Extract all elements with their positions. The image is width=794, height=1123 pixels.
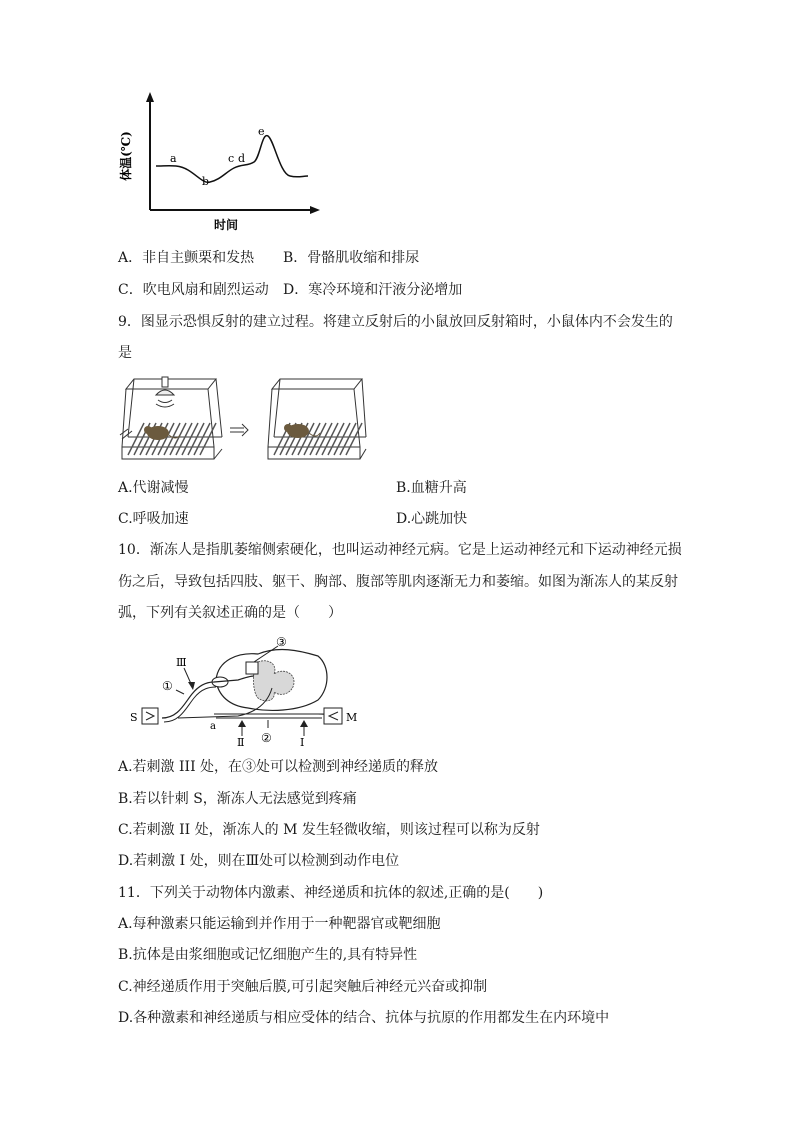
q10-option-d: D.若刺激 I 处，则在Ⅲ处可以检测到动作电位 — [118, 853, 400, 869]
point-label-c: c — [228, 152, 235, 165]
q9-option-d: D.心跳加快 — [396, 511, 468, 527]
grey-matter — [254, 661, 295, 701]
q9-option-c: C.呼吸加速 — [118, 511, 189, 527]
point-label-a: a — [170, 152, 177, 165]
reflex-arc-diagram — [118, 632, 368, 750]
bell-speaker-icon — [156, 377, 174, 407]
arrow-roman3-head — [188, 682, 195, 690]
q10-option-b: B.若以针刺 S，渐冻人无法感觉到疼痛 — [118, 791, 357, 807]
q9-option-a: A.代谢减慢 — [118, 480, 189, 496]
label1-leader — [176, 690, 184, 694]
y-axis-label: 体温(℃) — [119, 131, 133, 181]
q9-stem-line-1: 9．图显示恐惧反射的建立过程。将建立反射后的小鼠放回反射箱时，小鼠体内不会发生的 — [118, 314, 673, 330]
q9-option-b: B.血糖升高 — [396, 480, 467, 496]
q10-option-c: C.若刺激 II 处，渐冻人的 M 发生轻微收缩，则该过程可以称为反射 — [118, 822, 540, 838]
x-axis-label: 时间 — [213, 218, 239, 232]
fear-reflex-boxes-figure — [118, 375, 368, 467]
q10-stem-line-3: 弧，下列有关叙述正确的是（ ） — [118, 605, 342, 621]
synapse-box — [246, 662, 258, 674]
q11-option-d: D.各种激素和神经递质与相应受体的结合、抗体与抗原的作用都发生在内环境中 — [118, 1010, 610, 1026]
label-roman3: Ⅲ — [176, 656, 187, 669]
label-s: S — [130, 711, 138, 724]
reflex-box-with-bell — [122, 379, 222, 459]
sensory-neuron — [162, 676, 254, 718]
arrow-roman2-head — [238, 720, 246, 727]
point-label-e: e — [258, 125, 265, 138]
reflex-box-no-bell — [268, 379, 366, 459]
q8-option-c: C．吹电风扇和剧烈运动 — [118, 282, 269, 298]
grid-floor-bars-left — [128, 423, 216, 455]
transition-arrow-icon — [230, 424, 248, 436]
q11-stem: 11．下列关于动物体内激素、神经递质和抗体的叙述,正确的是( ) — [118, 885, 544, 901]
q11-option-c: C.神经递质作用于突触后膜,可引起突触后神经元兴奋或抑制 — [118, 979, 488, 995]
q8-option-d: D．寒冷环境和汗液分泌增加 — [283, 282, 463, 298]
y-axis-arrow — [146, 92, 154, 102]
x-axis-arrow — [310, 206, 320, 214]
q11-option-a: A.每种激素只能运输到并作用于一种靶器官或靶细胞 — [118, 916, 441, 932]
effector-m-box — [324, 708, 342, 724]
label-m: M — [346, 711, 358, 724]
point-label-b: b — [202, 175, 210, 188]
arrow-roman1-head — [300, 720, 308, 727]
q10-stem-line-2: 伤之后，导致包括四肢、躯干、胸部、腹部等肌肉逐渐无力和萎缩。如图为渐冻人的某反射 — [118, 574, 678, 590]
label-circle3: ③ — [276, 635, 287, 649]
label-roman2: Ⅱ — [237, 736, 245, 749]
label-roman1: Ⅰ — [300, 736, 305, 749]
q8-option-b: B．骨骼肌收缩和排尿 — [283, 250, 420, 266]
label-a: a — [210, 721, 216, 732]
q8-option-a: A．非自主颤栗和发热 — [118, 250, 255, 266]
q10-stem-line-1: 10．渐冻人是指肌萎缩侧索硬化，也叫运动神经元病。它是上运动神经元和下运动神经元损 — [118, 542, 682, 558]
label-circle2: ② — [261, 731, 272, 745]
label-circle1: ① — [162, 679, 173, 693]
q10-option-a: A.若刺激 III 处，在③处可以检测到神经递质的释放 — [118, 759, 439, 775]
q11-option-b: B.抗体是由浆细胞或记忆细胞产生的,具有特异性 — [118, 947, 418, 963]
body-temperature-graph — [110, 88, 340, 238]
receptor-s-box — [142, 708, 158, 724]
point-label-d: d — [238, 152, 246, 165]
q9-stem-line-2: 是 — [118, 345, 132, 361]
